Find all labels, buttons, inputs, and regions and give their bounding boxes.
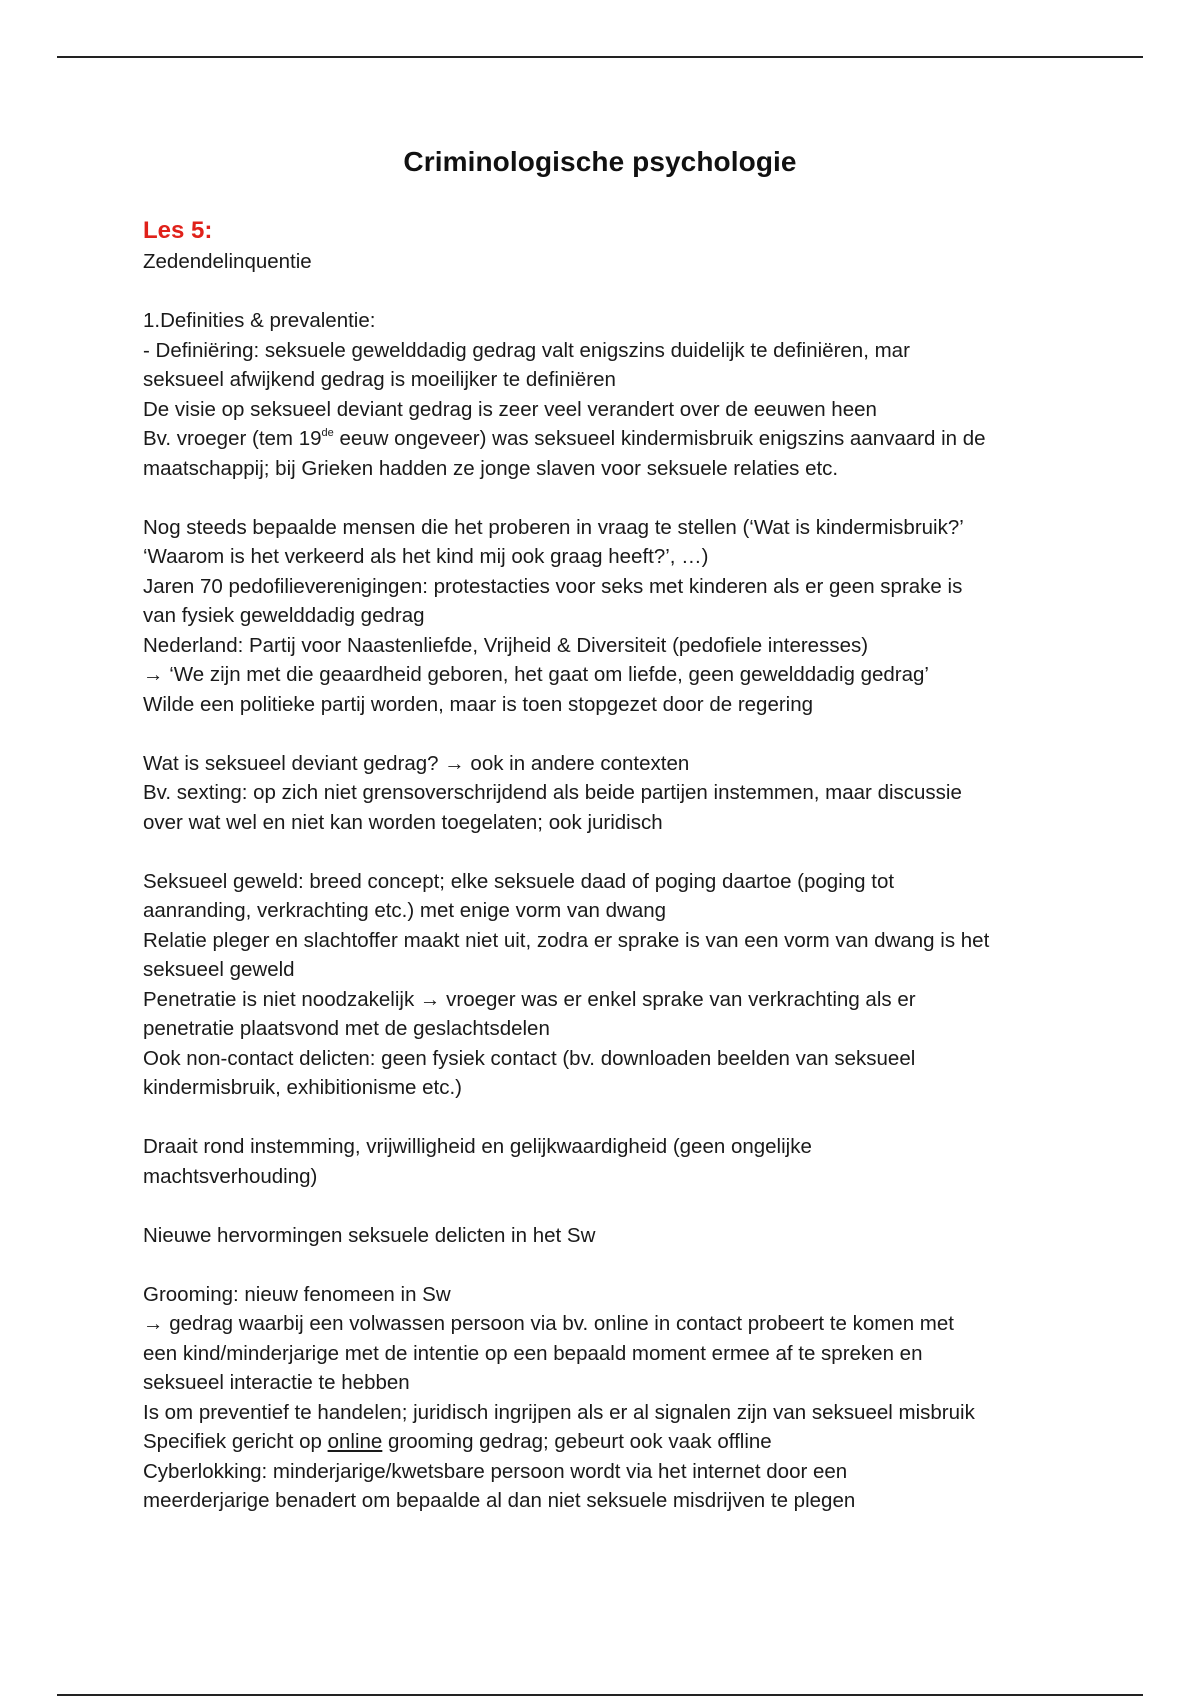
text-line: machtsverhouding) [143,1164,318,1188]
text-line: Bv. sexting: op zich niet grensoverschrijdend als beide partijen instemmen, maar discussie [143,781,962,804]
text-line [143,424,1073,454]
text-line: Is om preventief te handelen; juridisch ingrijpen als er al signalen zijn van seksueel misbruik [143,1400,975,1424]
lesson-subtitle: Zedendelinquentie [143,250,312,273]
document-body [143,215,1073,1516]
arrow-icon: → [444,751,465,775]
arrow-icon: → [143,1312,164,1335]
section-heading: 1.Definities & prevalentie: [143,309,376,332]
superscript: de [321,427,334,439]
text-line: over wat wel en niet kan worden toegelaten; ook juridisch [143,810,663,834]
text-line [143,660,1073,690]
text-line: Jaren 70 pedofilieverenigingen: protestacties voor seks met kinderen als er geen sprake is [143,574,963,598]
text-line: Relatie pleger en slachtoffer maakt niet uit, zodra er sprake is van een vorm van dwang is het [143,928,990,952]
text-span: Bv. vroeger (tem 19 [143,427,322,450]
text-line [143,749,1073,779]
text-span: eeuw ongeveer) was seksueel kindermisbruik enigszins aanvaard in de [333,427,986,450]
underlined-text: online [327,1430,383,1453]
text-line: kindermisbruik, exhibitionisme etc.) [143,1076,463,1099]
text-line: van fysiek gewelddadig gedrag [143,604,425,627]
text-span: grooming gedrag; gebeurt ook vaak offline [382,1430,772,1453]
text-span: Specifiek gericht op [143,1430,328,1453]
text-line [143,1309,1073,1339]
text-line: De visie op seksueel deviant gedrag is zeer veel verandert over de eeuwen heen [143,397,877,421]
text-span: Wat is seksueel deviant gedrag? [143,751,445,775]
text-line: aanranding, verkrachting etc.) met enige vorm van dwang [143,899,667,922]
text-line: maatschappij; bij Grieken hadden ze jonge slaven voor seksuele relaties etc. [143,456,839,480]
text-span: vroeger was er enkel sprake van verkrachting als er [446,987,916,1011]
text-span: gedrag waarbij een volwassen persoon via bv. online in contact probeert te komen met [169,1312,954,1335]
text-line [143,985,1073,1015]
text-line: seksueel afwijkend gedrag is moeilijker te definiëren [143,368,616,391]
header-rule [57,56,1143,58]
text-line: - Definiëring: seksuele gewelddadig gedrag valt enigszins duidelijk te definiëren, mar [143,338,910,362]
text-line [143,1427,1073,1457]
text-line: Nederland: Partij voor Naastenliefde, Vrijheid & Diversiteit (pedofiele interesses) [143,633,869,657]
text-line: Wilde een politieke partij worden, maar is toen stopgezet door de regering [143,692,814,716]
footer-rule [57,1694,1143,1696]
text-line: Grooming: nieuw fenomeen in Sw [143,1282,451,1306]
lesson-heading: Les 5: [143,217,213,244]
text-line: ‘Waarom is het verkeerd als het kind mij ook graag heeft?’, …) [143,545,709,568]
text-line: seksueel interactie te hebben [143,1371,410,1394]
arrow-icon: → [419,987,441,1011]
text-line: penetratie plaatsvond met de geslachtsdelen [143,1017,550,1040]
page-title: Criminologische psychologie [403,146,797,177]
text-line: Nieuwe hervormingen seksuele delicten in het Sw [143,1223,596,1247]
text-line: meerderjarige benadert om bepaalde al dan niet seksuele misdrijven te plegen [143,1489,856,1512]
text-span: Penetratie is niet noodzakelijk [143,987,420,1011]
text-span: ook in andere contexten [470,751,690,775]
arrow-icon: → [143,663,164,686]
text-line: Cyberlokking: minderjarige/kwetsbare persoon wordt via het internet door een [143,1459,848,1483]
text-line: Seksueel geweld: breed concept; elke seksuele daad of poging daartoe (poging tot [143,869,895,893]
text-line: Nog steeds bepaalde mensen die het proberen in vraag te stellen (‘Wat is kindermisbruik?’ [143,515,964,539]
text-line: Ook non-contact delicten: geen fysiek contact (bv. downloaden beelden van seksueel [143,1046,916,1070]
text-line: Draait rond instemming, vrijwilligheid en gelijkwaardigheid (geen ongelijke [143,1135,812,1158]
text-line: een kind/minderjarige met de intentie op een bepaald moment ermee af te spreken en [143,1341,923,1365]
text-span: ‘We zijn met die geaardheid geboren, het gaat om liefde, geen gewelddadig gedrag’ [169,663,929,686]
text-line: seksueel geweld [143,958,295,981]
